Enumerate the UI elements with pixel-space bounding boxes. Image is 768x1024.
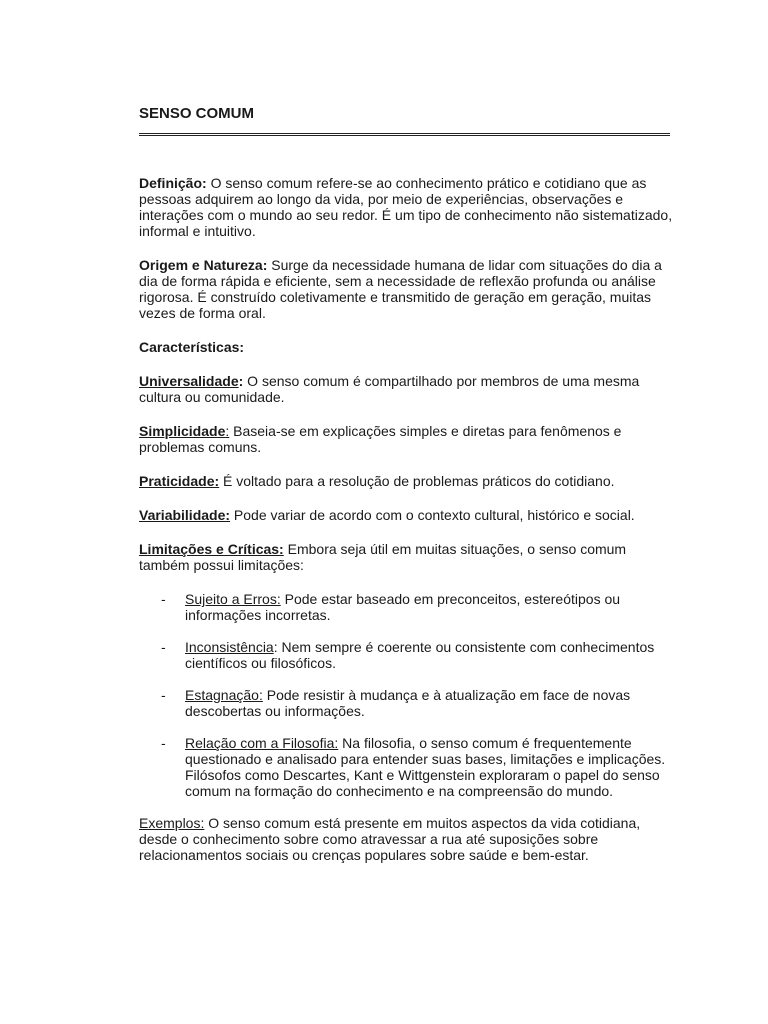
limitacoes-list: [139, 591, 674, 799]
dash-bullet: -: [161, 687, 166, 703]
paragraph-definicao: [139, 175, 674, 239]
list-item-label: Relação com a Filosofia:: [185, 735, 339, 751]
list-item-label: Estagnação:: [185, 687, 263, 703]
caracteristicas-label: Características:: [139, 339, 245, 355]
document-page: [139, 104, 674, 863]
list-item: [139, 735, 674, 799]
dash-bullet: -: [161, 591, 166, 607]
simplicidade-text: Baseia-se em explicações simples e diretas para fenômenos e problemas comuns.: [139, 423, 622, 455]
paragraph-universalidade: [139, 373, 674, 405]
variabilidade-text: Pode variar de acordo com o contexto cultural, histórico e social.: [230, 507, 635, 523]
list-item-label: Inconsistência: [185, 639, 274, 655]
caracteristicas-heading: [139, 339, 674, 355]
paragraph-variabilidade: [139, 507, 674, 523]
exemplos-text: O senso comum está presente em muitos aspectos da vida cotidiana, desde o conhecimento sobre como atravessar a rua até suposições sobre relacionamentos sociais ou crenças populares sobre saúde e bem-estar.: [139, 815, 641, 863]
limitacoes-label: Limitações e Críticas:: [139, 541, 284, 557]
document-title: SENSO COMUM: [139, 105, 255, 122]
exemplos-label: Exemplos:: [139, 815, 205, 831]
list-item-text: : Nem sempre é coerente ou consistente com conhecimentos científicos ou filosóficos.: [185, 639, 655, 671]
limitacoes-text: Embora seja útil em muitas situações, o senso comum também possui limitações:: [139, 541, 627, 573]
paragraph-limitacoes: [139, 541, 674, 573]
list-item: [139, 591, 674, 623]
list-item-text: Na filosofia, o senso comum é frequentemente questionado e analisado para entender suas bases, limitações e implicações. Filósofos como Descartes, Kant e Wittgenstein exploraram o papel do senso comum na formação do conhecimento e na compreensão do mundo.: [185, 735, 666, 799]
origem-label: Origem e Natureza:: [139, 257, 268, 273]
universalidade-label: Universalidade: [139, 373, 239, 389]
dash-bullet: -: [161, 639, 166, 655]
paragraph-praticidade: [139, 473, 674, 489]
paragraph-origem: [139, 257, 674, 321]
variabilidade-label: Variabilidade:: [139, 507, 231, 523]
praticidade-label: Praticidade:: [139, 473, 220, 489]
simplicidade-label: Simplicidade: [139, 423, 226, 439]
paragraph-exemplos: [139, 815, 674, 863]
list-item-text: Pode resistir à mudança e à atualização em face de novas descobertas ou informações.: [185, 687, 631, 719]
praticidade-text: É voltado para a resolução de problemas práticos do cotidiano.: [219, 473, 615, 489]
paragraph-simplicidade: [139, 423, 674, 455]
title-underline-rule: [139, 133, 670, 136]
list-item-label: Sujeito a Erros:: [185, 591, 281, 607]
definicao-label: Definição:: [139, 175, 207, 191]
definicao-text: O senso comum refere-se ao conhecimento prático e cotidiano que as pessoas adquirem ao longo da vida, por meio de experiências, observações e interações com o mundo ao seu redor. É um tipo de conhecimento não sistematizado, informal e intuitivo.: [139, 175, 673, 239]
simplicidade-colon: :: [225, 423, 230, 439]
list-item-text: Pode estar baseado em preconceitos, estereótipos ou informações incorretas.: [185, 591, 621, 623]
universalidade-text: O senso comum é compartilhado por membros de uma mesma cultura ou comunidade.: [139, 373, 640, 405]
list-item: [139, 687, 674, 719]
list-item: [139, 639, 674, 671]
dash-bullet: -: [161, 735, 166, 751]
universalidade-colon: :: [238, 373, 244, 389]
origem-text: Surge da necessidade humana de lidar com situações do dia a dia de forma rápida e eficiente, sem a necessidade de reflexão profunda ou análise rigorosa. É construído coletivamente e transmitido de geração em geração, muitas vezes de forma oral.: [139, 257, 662, 321]
